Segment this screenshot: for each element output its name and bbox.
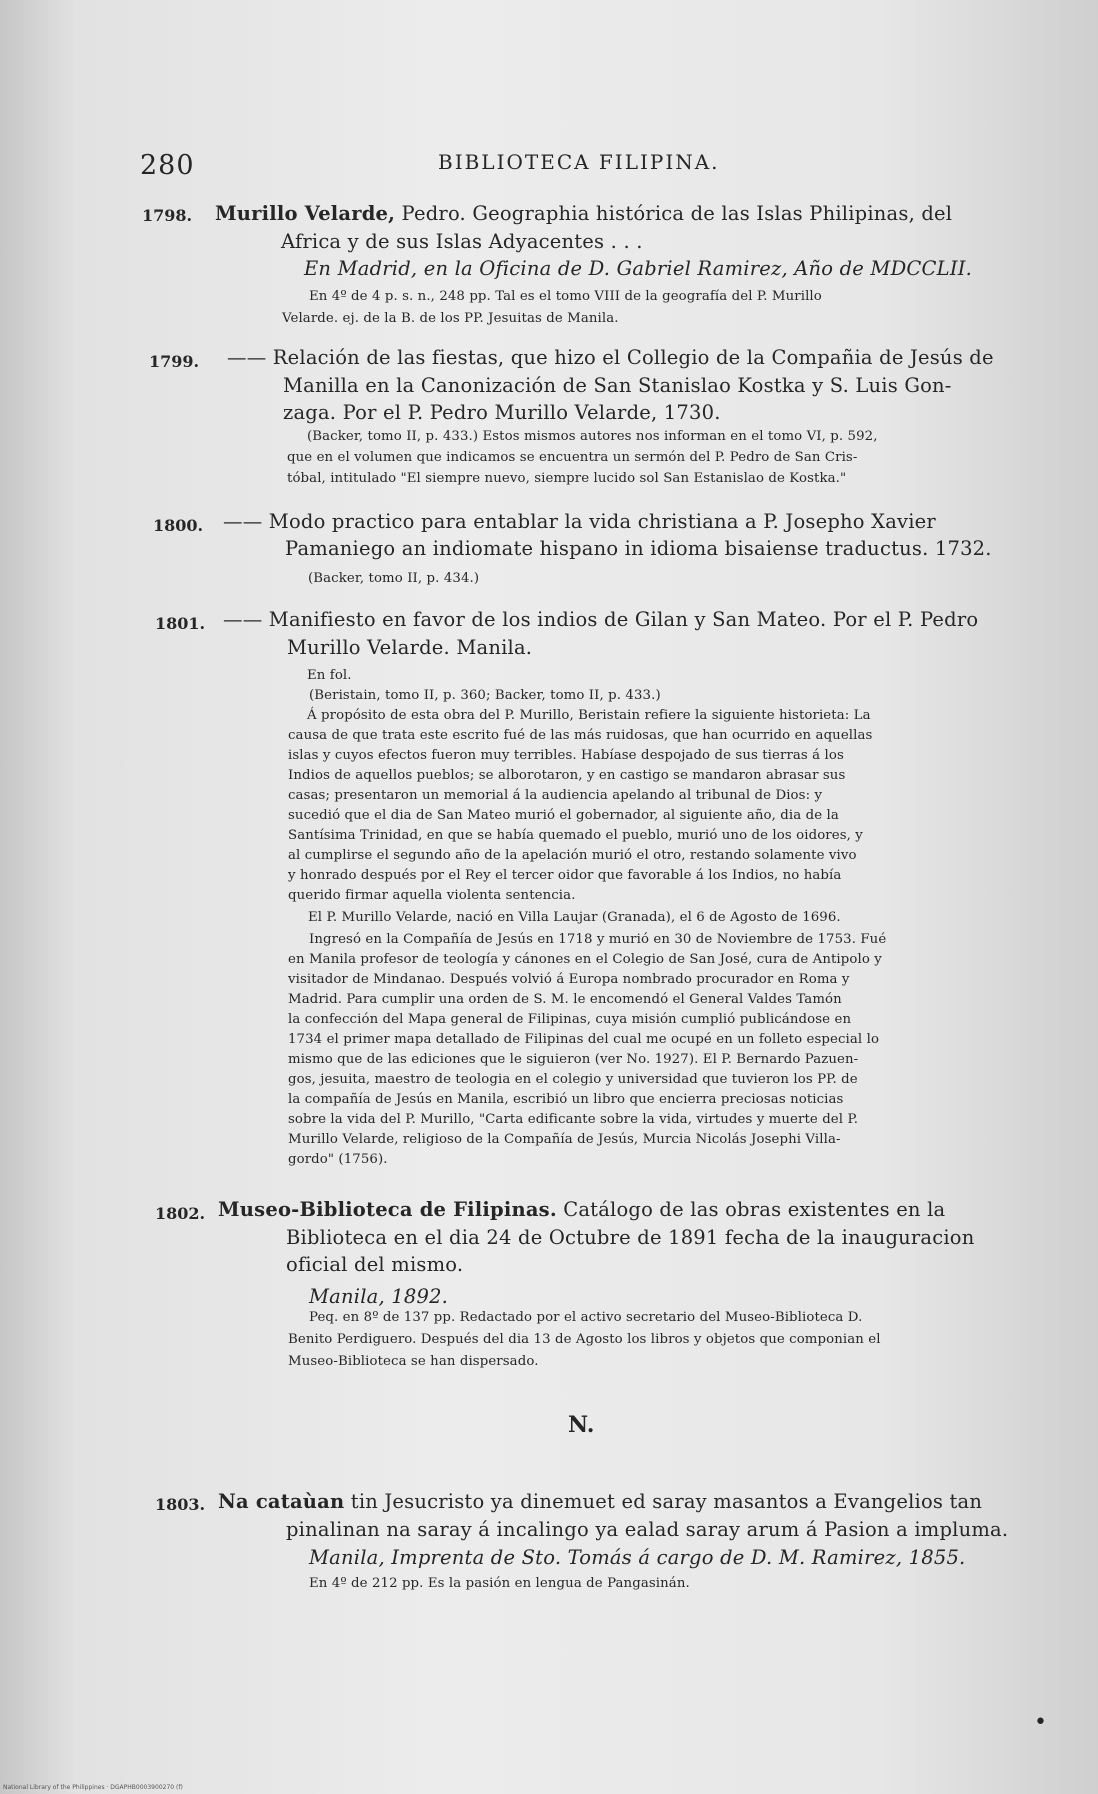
imprint-text: Manila, 1892.	[309, 1285, 449, 1308]
entry-title-line	[287, 636, 532, 659]
entry-title-line	[223, 608, 978, 631]
entry-title-line	[218, 1490, 982, 1513]
entry-number: 1799.	[149, 352, 200, 371]
entry-note-line: visitador de Mindanao. Después volvió á Europa nombrado procurador en Roma y	[288, 972, 850, 987]
entry-note-line: Peq. en 8º de 137 pp. Redactado por el activo secretario del Museo-Biblioteca D.	[309, 1310, 863, 1325]
title-text: tin Jesucristo ya dinemuet ed saray masantos a Evangelios tan	[344, 1490, 983, 1513]
title-text: Biblioteca en el dia 24 de Octubre de 1891 fecha de la inauguracion	[286, 1226, 975, 1249]
imprint-text: En Madrid, en la Oficina de D. Gabriel Ramirez, Año de MDCCLII.	[304, 257, 973, 280]
entry-title-line	[215, 202, 952, 225]
title-text: —— Manifiesto en favor de los indios de Gilan y San Mateo. Por el P. Pedro	[223, 608, 979, 631]
entry-title-line	[283, 374, 952, 397]
title-text: —— Relación de las fiestas, que hizo el Collegio de la Compañia de Jesús de	[227, 346, 994, 369]
entry-title-line	[285, 537, 992, 560]
entry-note-line: en Manila profesor de teología y cánones en el Colegio de San José, cura de Antipolo y	[288, 952, 882, 967]
imprint-text: Manila, Imprenta de Sto. Tomás á cargo de D. M. Ramirez, 1855.	[309, 1546, 966, 1569]
entry-title-line	[218, 1198, 945, 1221]
entry-heading: Na cataùan	[218, 1490, 345, 1513]
entry-note-line: querido firmar aquella violenta sentencia.	[288, 888, 576, 903]
title-text: oficial del mismo.	[286, 1253, 464, 1276]
entry-note-line: Benito Perdiguero. Después del dia 13 de Agosto los libros y objetos que componian el	[288, 1332, 881, 1347]
entry-note-line: Murillo Velarde, religioso de la Compañía de Jesús, Murcia Nicolás Josephi Villa-	[288, 1132, 841, 1147]
entry-note-line: (Backer, tomo II, p. 434.)	[308, 571, 480, 586]
entry-note-line: islas y cuyos efectos fueron muy terribles. Habíase despojado de sus tierras á los	[288, 748, 844, 763]
entry-note-line: que en el volumen que indicamos se encuentra un sermón del P. Pedro de San Cris-	[287, 450, 858, 465]
entry-heading: Museo-Biblioteca de Filipinas.	[218, 1198, 557, 1221]
entry-title-line	[283, 401, 721, 424]
ink-mark: •	[1034, 1710, 1047, 1735]
entry-title-line	[286, 1253, 463, 1276]
entry-note-line: gordo" (1756).	[288, 1152, 388, 1167]
entry-note-line: gos, jesuita, maestro de teologia en el colegio y universidad que tuvieron los PP. de	[288, 1072, 858, 1087]
entry-note-line: sucedió que el dia de San Mateo murió el gobernador, al siguiente año, dia de la	[288, 808, 839, 823]
entry-note-line: y honrado después por el Rey el tercer oidor que favorable á los Indios, no había	[288, 868, 842, 883]
entry-number: 1802.	[155, 1204, 206, 1223]
entry-number: 1800.	[153, 516, 204, 535]
entry-note-line: sobre la vida del P. Murillo, "Carta edificante sobre la vida, virtudes y muerte del P.	[288, 1112, 859, 1127]
entry-note-line: casas; presentaron un memorial á la audiencia apelando al tribunal de Dios: y	[288, 788, 823, 803]
entry-title-line	[223, 510, 936, 533]
entry-number: 1801.	[155, 614, 206, 633]
entry-title-line	[309, 1285, 448, 1308]
title-text: Pamaniego an indiomate hispano in idioma bisaiense traductus. 1732.	[285, 537, 992, 560]
entry-note-line: Velarde. ej. de la B. de los PP. Jesuitas de Manila.	[282, 311, 619, 326]
entry-number: 1803.	[155, 1495, 206, 1514]
entry-title-line	[309, 1546, 965, 1569]
title-text: —— Modo practico para entablar la vida christiana a P. Josepho Xavier	[223, 510, 936, 533]
entry-note-line: Museo-Biblioteca se han dispersado.	[288, 1354, 539, 1369]
entry-note-line: El P. Murillo Velarde, nació en Villa Laujar (Granada), el 6 de Agosto de 1696.	[308, 910, 841, 925]
entry-note-line: En fol.	[307, 668, 352, 683]
title-text: Manilla en la Canonización de San Stanislao Kostka y S. Luis Gon-	[283, 374, 952, 397]
entry-number: 1798.	[142, 206, 193, 225]
entry-note-line: Ingresó en la Compañía de Jesús en 1718 y murió en 30 de Noviembre de 1753. Fué	[309, 932, 887, 947]
entry-note-line: causa de que trata este escrito fué de las más ruidosas, que han ocurrido en aquellas	[288, 728, 873, 743]
entry-note-line: tóbal, intitulado "El siempre nuevo, siempre lucido sol San Estanislao de Kostka."	[287, 471, 847, 486]
entry-note-line: En 4º de 212 pp. Es la pasión en lengua de Pangasinán.	[309, 1576, 690, 1591]
entry-title-line	[286, 1226, 975, 1249]
entry-note-line: 1734 el primer mapa detallado de Filipinas del cual me ocupé en un folleto especial lo	[288, 1032, 880, 1047]
entry-note-line: (Beristain, tomo II, p. 360; Backer, tomo II, p. 433.)	[309, 688, 661, 703]
entry-note-line: Á propósito de esta obra del P. Murillo, Beristain refiere la siguiente historieta: La	[307, 708, 871, 723]
scan-footer: National Library of the Philippines · DGAPHB0003900270 (f)	[3, 1784, 183, 1791]
running-title: BIBLIOTECA FILIPINA.	[438, 150, 720, 174]
entry-note-line: Santísima Trinidad, en que se había quemado el pueblo, murió uno de los oidores, y	[288, 828, 863, 843]
entry-title-line	[304, 257, 972, 280]
title-text: pinalinan na saray á incalingo ya ealad saray arum á Pasion a impluma.	[286, 1518, 1009, 1541]
title-text: Catálogo de las obras existentes en la	[556, 1198, 946, 1221]
title-text: Murillo Velarde. Manila.	[287, 636, 533, 659]
entry-note-line: la confección del Mapa general de Filipinas, cuya misión cumplió publicándose en	[288, 1012, 852, 1027]
title-text: zaga. Por el P. Pedro Murillo Velarde, 1730.	[283, 401, 721, 424]
entry-heading: Murillo Velarde,	[215, 202, 396, 225]
entry-note-line: (Backer, tomo II, p. 433.) Estos mismos autores nos informan en el tomo VI, p. 592,	[307, 429, 878, 444]
entry-note-line: Indios de aquellos pueblos; se alborotaron, y en castigo se mandaron abrasar sus	[288, 768, 846, 783]
entry-note-line: la compañía de Jesús en Manila, escribió un libro que encierra preciosas noticias	[288, 1092, 844, 1107]
entry-note-line: Madrid. Para cumplir una orden de S. M. le encomendó el General Valdes Tamón	[288, 992, 842, 1007]
entry-note-line: al cumplirse el segundo año de la apelación murió el otro, restando solamente vivo	[288, 848, 857, 863]
page-number: 280	[140, 150, 195, 181]
title-text: Pedro. Geographia histórica de las Islas Philipinas, del	[395, 202, 953, 225]
section-letter: N.	[568, 1412, 595, 1438]
entry-title-line	[286, 1518, 1008, 1541]
entry-title-line	[227, 346, 994, 369]
entry-note-line: mismo que de las ediciones que le siguieron (ver No. 1927). El P. Bernardo Pazuen-	[288, 1052, 859, 1067]
entry-title-line	[281, 230, 643, 253]
title-text: Africa y de sus Islas Adyacentes . . .	[281, 230, 643, 253]
entry-note-line: En 4º de 4 p. s. n., 248 pp. Tal es el tomo VIII de la geografía del P. Murillo	[309, 289, 822, 304]
